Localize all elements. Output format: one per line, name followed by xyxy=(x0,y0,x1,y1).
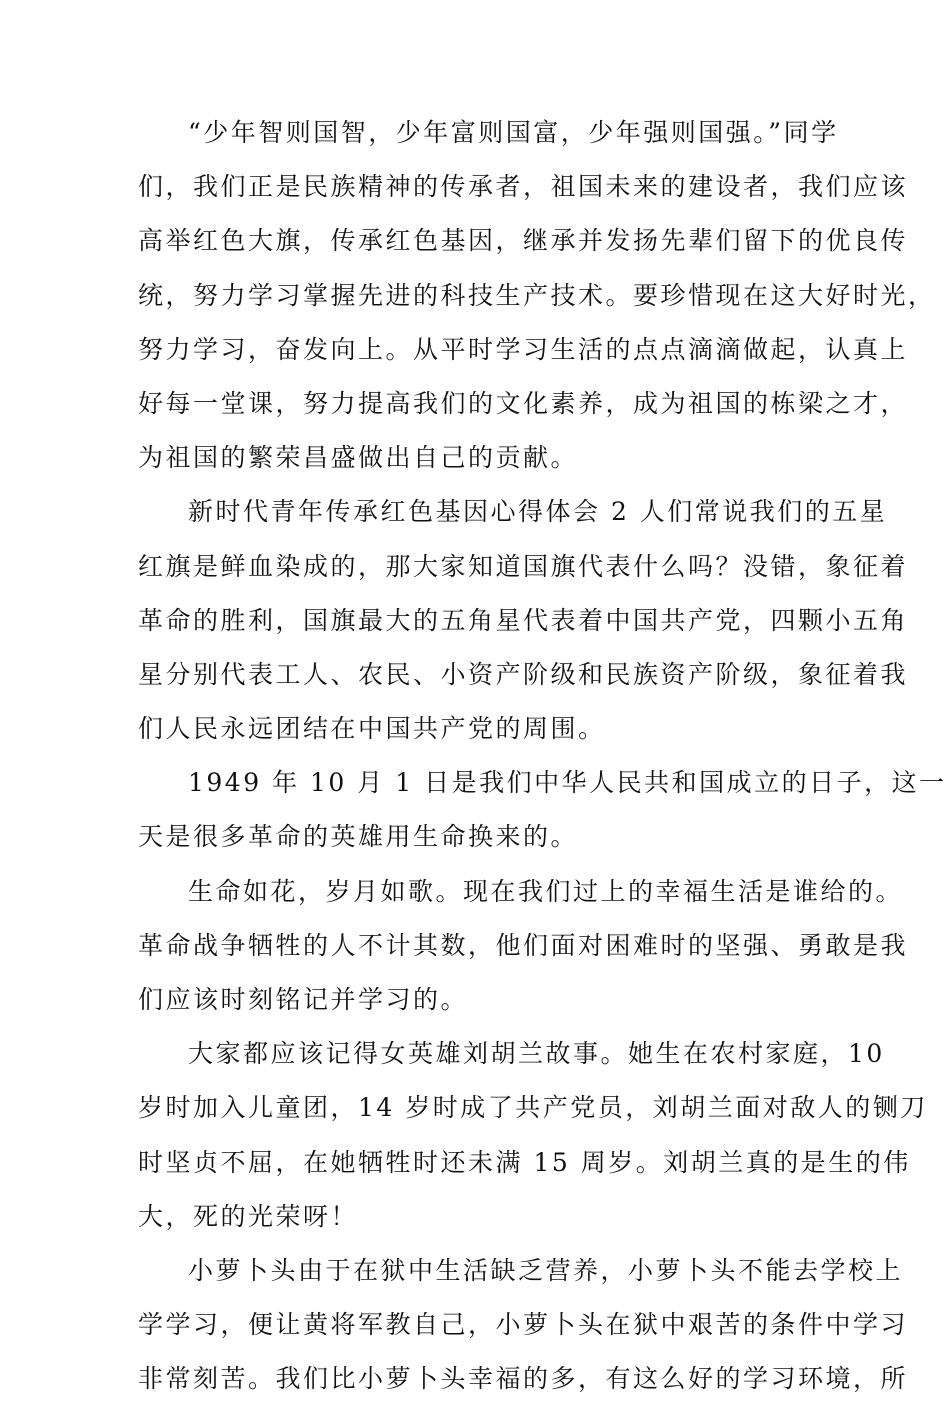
text-line: 星分别代表工人、农民、小资产阶级和民族资产阶级，象征着我 xyxy=(138,659,909,689)
text-line: 时坚贞不屈，在她牺牲时还未满 15 周岁。刘胡兰真的是生的伟 xyxy=(138,1147,911,1177)
text-line: 生命如花，岁月如歌。现在我们过上的幸福生活是谁给的。 xyxy=(188,876,904,906)
text-line: 大家都应该记得女英雄刘胡兰故事。她生在农村家庭，10 xyxy=(188,1039,885,1069)
text-line: “少年智则国智，少年富则国富，少年强则国强。”同学 xyxy=(188,118,839,147)
text-line: 们应该时刻铭记并学习的。 xyxy=(138,985,469,1014)
text-line: 学学习，便让黄将军教自己，小萝卜头在狱中艰苦的条件中学习 xyxy=(138,1310,909,1340)
document-body xyxy=(138,106,947,1407)
text-line: 好每一堂课，努力提高我们的文化素养，成为祖国的栋梁之才， xyxy=(138,388,909,418)
text-line: 统，努力学习掌握先进的科技生产技术。要珍惜现在这大好时光， xyxy=(138,280,936,310)
paragraph-2 xyxy=(138,485,909,756)
text-line: 为祖国的繁荣昌盛做出自己的贡献。 xyxy=(138,443,579,473)
paragraph-3 xyxy=(138,756,947,864)
text-line: 们，我们正是民族精神的传承者，祖国未来的建设者，我们应该 xyxy=(138,172,909,202)
text-line: 非常刻苦。我们比小萝卜头幸福的多，有这么好的学习环境，所 xyxy=(138,1364,909,1394)
paragraph-4 xyxy=(138,865,909,1028)
text-line: 高举红色大旗，传承红色基因，继承并发扬先辈们留下的优良传 xyxy=(138,226,909,256)
text-line: 革命战争牺牲的人不计其数，他们面对困难时的坚强、勇敢是我 xyxy=(138,930,909,960)
text-line: 天是很多革命的英雄用生命换来的。 xyxy=(138,822,579,852)
text-line: 小萝卜头由于在狱中生活缺乏营养，小萝卜头不能去学校上 xyxy=(188,1255,904,1285)
text-line: 努力学习，奋发向上。从平时学习生活的点点滴滴做起，认真上 xyxy=(138,334,909,364)
paragraph-1 xyxy=(138,106,936,485)
text-line: 大，死的光荣呀！ xyxy=(138,1201,359,1231)
text-line: 们人民永远团结在中国共产党的周围。 xyxy=(138,714,606,744)
text-line: 红旗是鲜血染成的，那大家知道国旗代表什么吗？没错，象征着 xyxy=(138,551,909,581)
text-line: 革命的胜利，国旗最大的五角星代表着中国共产党，四颗小五角 xyxy=(138,605,909,635)
text-line: 1949 年 10 月 1 日是我们中华人民共和国成立的日子，这一 xyxy=(188,768,947,798)
text-line: 新时代青年传承红色基因心得体会 2 人们常说我们的五星 xyxy=(188,497,888,527)
paragraph-5 xyxy=(138,1027,928,1244)
paragraph-6 xyxy=(138,1244,909,1407)
text-line: 岁时加入儿童团，14 岁时成了共产党员，刘胡兰面对敌人的铡刀 xyxy=(138,1093,928,1123)
